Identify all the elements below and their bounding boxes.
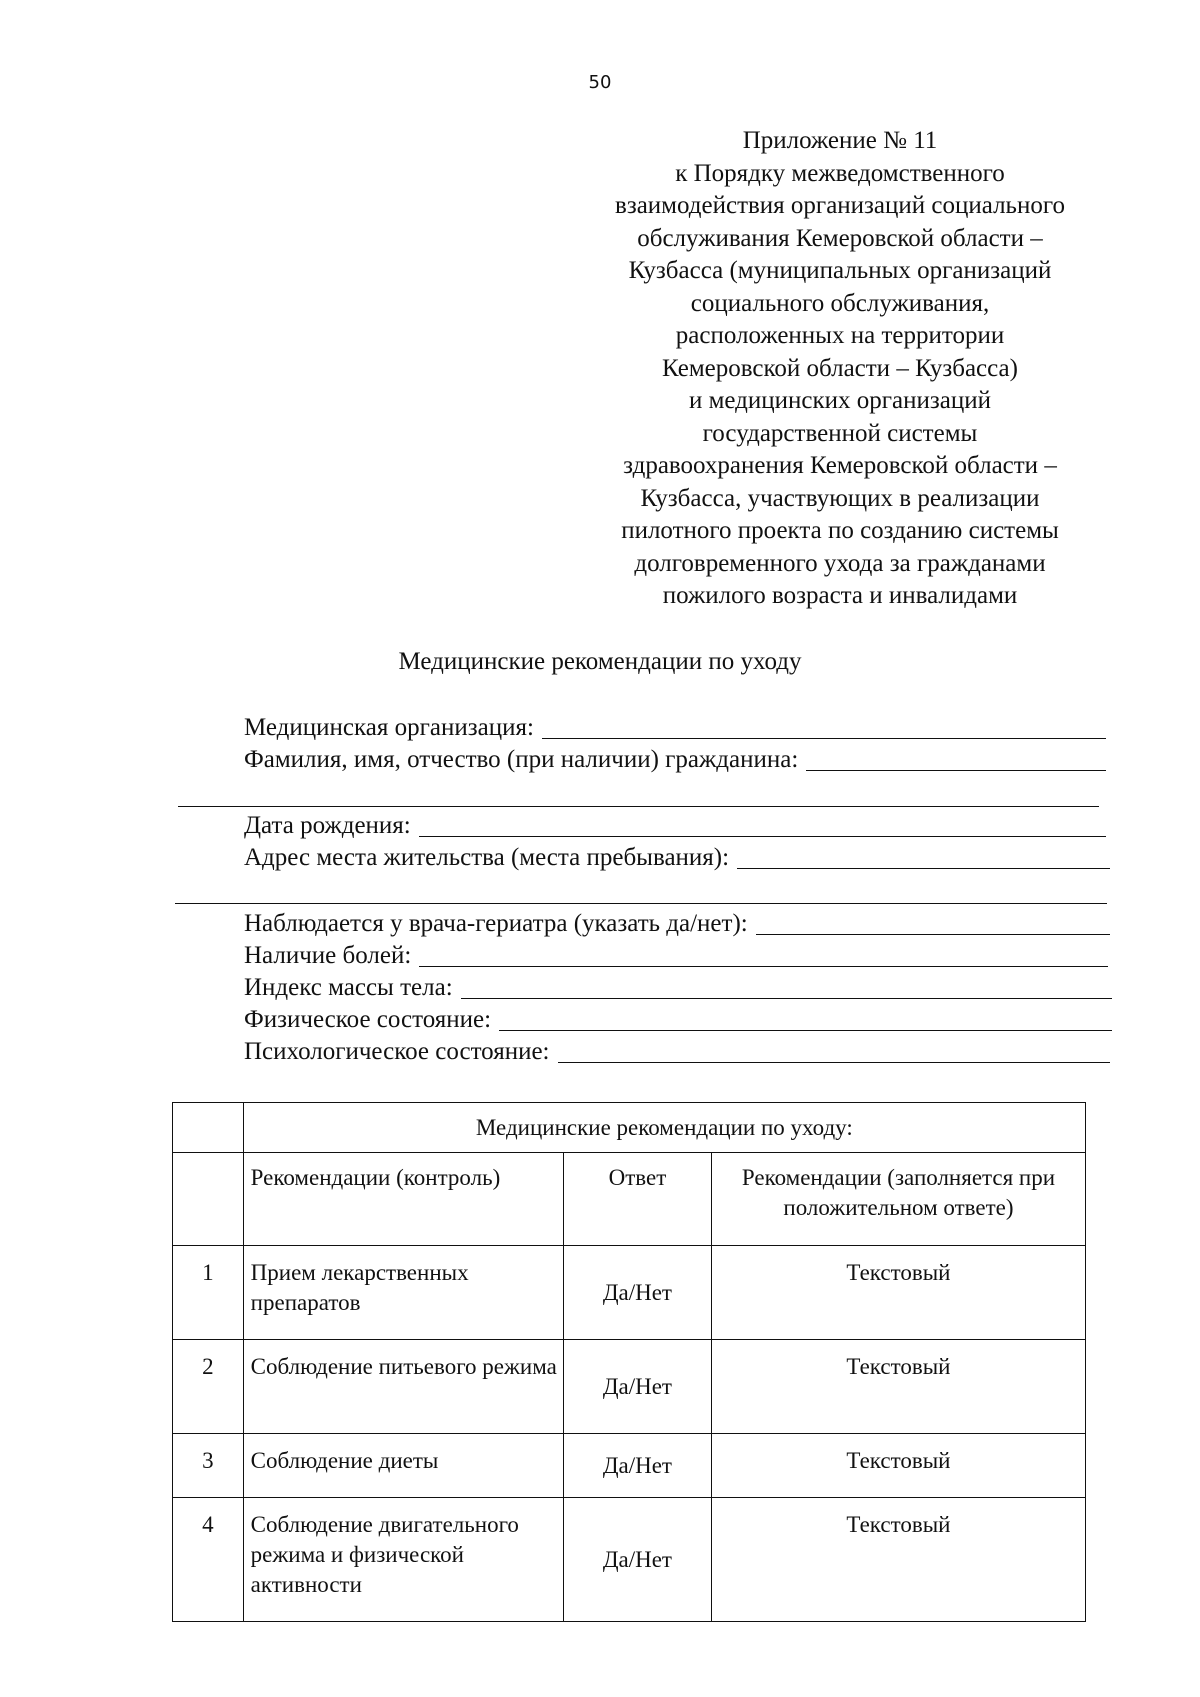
row-recommendation: Соблюдение диеты <box>243 1434 563 1498</box>
table-header-row <box>173 1103 1086 1153</box>
pain-field[interactable] <box>244 939 1108 971</box>
recommendations-table <box>172 1102 1086 1622</box>
row-recommendation: Прием лекарственных препаратов <box>243 1246 563 1340</box>
table-row <box>173 1498 1086 1622</box>
pain-blank[interactable] <box>419 966 1108 967</box>
full-name-continuation-blank[interactable] <box>178 806 1099 807</box>
appendix-header <box>580 125 1100 613</box>
geriatric-label: Наблюдается у врача-гериатра (указать да/нет): <box>244 910 748 937</box>
table-row <box>173 1434 1086 1498</box>
address-label: Адрес места жительства (места пребывания): <box>244 844 730 871</box>
appendix-line: и медицинских организаций <box>688 387 992 414</box>
full-name-label: Фамилия, имя, отчество (при наличии) гражданина: <box>244 746 799 773</box>
table-row <box>173 1246 1086 1340</box>
full-name-field[interactable] <box>244 743 1106 775</box>
row-answer: Да/Нет <box>563 1434 711 1498</box>
psychological-label: Психологическое состояние: <box>244 1038 550 1065</box>
row-number: 1 <box>173 1246 244 1340</box>
appendix-line: пилотного проекта по созданию системы <box>621 517 1059 544</box>
appendix-line: здравоохранения Кемеровской области – <box>623 452 1057 479</box>
table-column-headers-row <box>173 1153 1086 1246</box>
column-header-filled: Рекомендации (заполняется при положительном ответе) <box>711 1153 1085 1246</box>
appendix-line: к Порядку межведомственного <box>675 159 1005 187</box>
row-answer: Да/Нет <box>563 1246 711 1340</box>
row-number: 4 <box>173 1498 244 1622</box>
table-row <box>173 1340 1086 1434</box>
appendix-line: социального обслуживания, <box>690 289 990 317</box>
appendix-line: долговременного ухода за гражданами <box>634 549 1046 577</box>
row-text-field: Текстовый <box>711 1498 1085 1622</box>
table-header-cell: Медицинские рекомендации по уходу: <box>243 1103 1085 1153</box>
birth-date-field[interactable] <box>244 809 1106 841</box>
appendix-line: Кузбасса (муниципальных организаций <box>628 257 1052 284</box>
row-text-field: Текстовый <box>711 1246 1085 1340</box>
medical-org-label: Медицинская организация: <box>244 714 534 741</box>
psychological-blank[interactable] <box>558 1062 1110 1063</box>
row-text-field: Текстовый <box>711 1434 1085 1498</box>
full-name-blank[interactable] <box>806 770 1106 771</box>
medical-org-blank[interactable] <box>542 738 1106 739</box>
bmi-blank[interactable] <box>461 998 1112 999</box>
row-number: 2 <box>173 1340 244 1434</box>
physical-field[interactable] <box>244 1003 1112 1035</box>
appendix-line: взаимодействия организаций социального <box>615 192 1065 219</box>
appendix-line: государственной системы <box>702 419 978 447</box>
bmi-label: Индекс массы тела: <box>244 974 453 1001</box>
table-header-empty-cell <box>173 1103 244 1153</box>
appendix-line: расположенных на территории <box>675 322 1005 349</box>
address-blank[interactable] <box>737 868 1110 869</box>
row-answer: Да/Нет <box>563 1340 711 1434</box>
address-field[interactable] <box>244 841 1110 873</box>
column-header-recommendations: Рекомендации (контроль) <box>243 1153 563 1246</box>
document-title: Медицинские рекомендации по уходу <box>398 648 802 675</box>
geriatric-field[interactable] <box>244 907 1110 939</box>
appendix-line: Кузбасса, участвующих в реализации <box>640 484 1040 512</box>
pain-label: Наличие болей: <box>244 942 412 969</box>
row-recommendation: Соблюдение питьевого режима <box>243 1340 563 1434</box>
address-continuation-blank[interactable] <box>175 903 1107 904</box>
birth-date-label: Дата рождения: <box>244 812 411 839</box>
row-number: 3 <box>173 1434 244 1498</box>
physical-label: Физическое состояние: <box>244 1006 492 1033</box>
physical-blank[interactable] <box>499 1030 1112 1031</box>
appendix-line: обслуживания Кемеровской области – <box>637 224 1043 252</box>
geriatric-blank[interactable] <box>756 934 1110 935</box>
row-answer: Да/Нет <box>563 1498 711 1622</box>
appendix-line: пожилого возраста и инвалидами <box>662 582 1018 609</box>
column-header-answer: Ответ <box>563 1153 711 1246</box>
page-number: 50 <box>588 72 612 93</box>
bmi-field[interactable] <box>244 971 1112 1003</box>
appendix-line: Приложение № 11 <box>742 127 938 154</box>
psychological-field[interactable] <box>244 1035 1110 1067</box>
row-recommendation: Соблюдение двигательного режима и физической активности <box>243 1498 563 1622</box>
table-column-num-empty <box>173 1153 244 1246</box>
appendix-line: Кемеровской области – Кузбасса) <box>662 354 1018 382</box>
row-text-field: Текстовый <box>711 1340 1085 1434</box>
birth-date-blank[interactable] <box>419 836 1106 837</box>
medical-org-field[interactable] <box>244 711 1106 743</box>
